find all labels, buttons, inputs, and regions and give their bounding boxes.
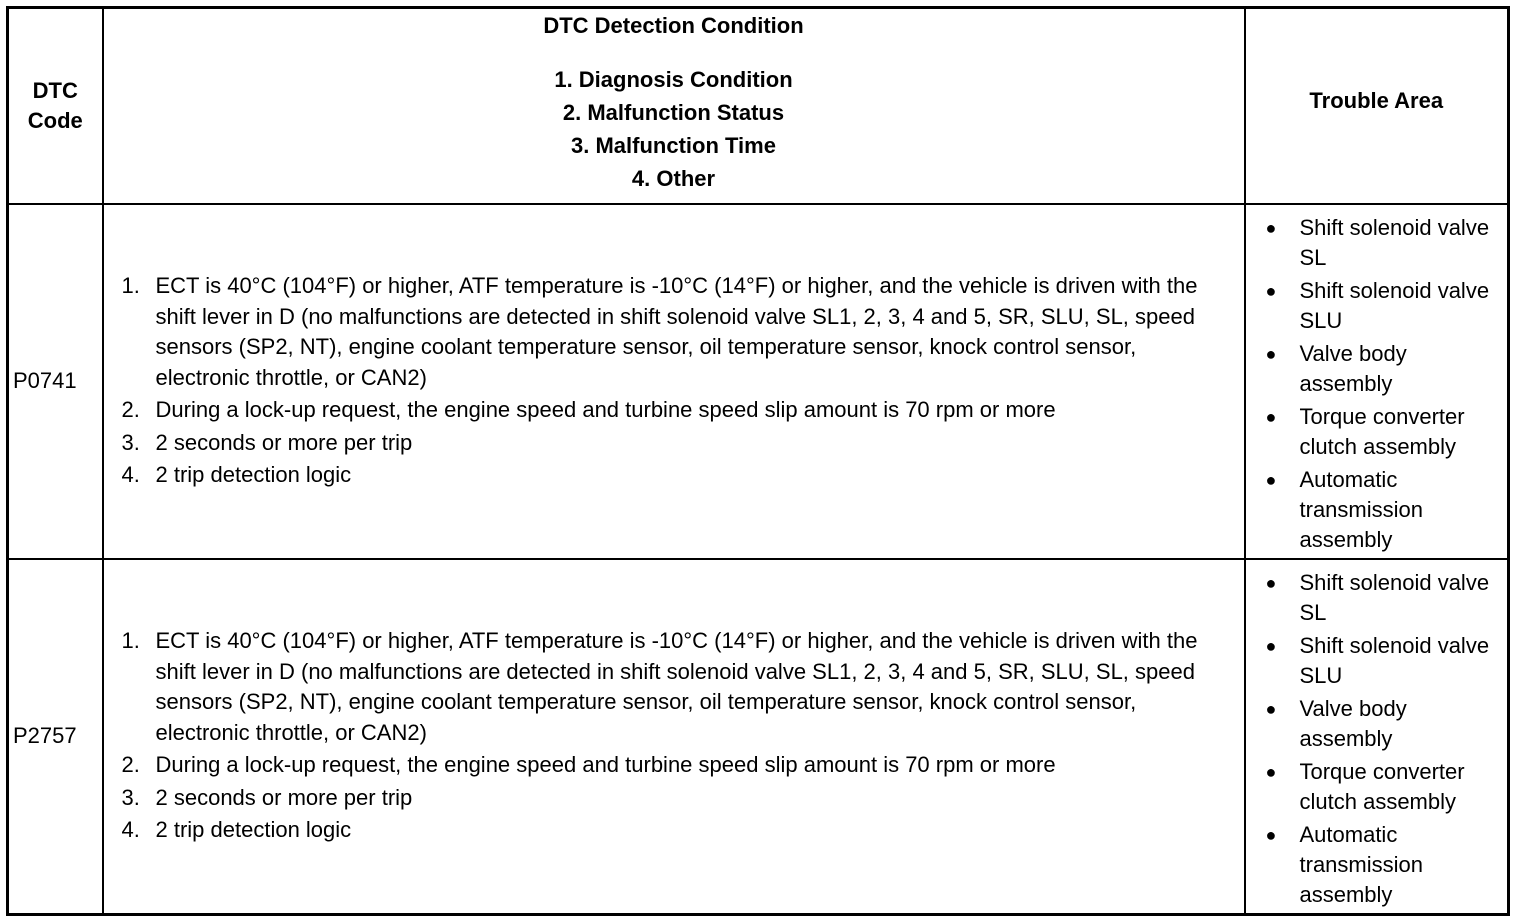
header-row <box>8 8 1509 204</box>
trouble-area-cell <box>1245 204 1509 559</box>
condition-text: ECT is 40°C (104°F) or higher, ATF temperature is -10°C (14°F) or higher, and the vehicle is driven with the shift lever in D (no malfunctions are detected in shift solenoid valve SL1, 2, 3, 4 and 5, SR, SLU, SL, speed sensors (SP2, NT), engine coolant temperature sensor, oil temperature sensor, knock control sensor, electronic throttle, or CAN2) <box>155 272 1198 390</box>
trouble-text: Shift solenoid valve SL <box>1299 569 1490 625</box>
trouble-text: Automatic transmission assembly <box>1299 466 1423 552</box>
trouble-text: Shift solenoid valve SLU <box>1299 632 1490 688</box>
trouble-text: Valve body assembly <box>1299 695 1407 751</box>
bullet-icon: ● <box>1265 280 1277 301</box>
header-condition-item: 2. Malfunction Status <box>562 99 785 125</box>
dtc-table <box>6 6 1510 916</box>
trouble-item <box>1266 568 1506 628</box>
condition-number: 1. <box>121 272 140 298</box>
bullet-icon: ● <box>1265 406 1277 427</box>
header-code-line1: DTC <box>32 77 78 103</box>
condition-item <box>122 428 1234 459</box>
condition-text: 2 seconds or more per trip <box>155 429 413 455</box>
trouble-item <box>1266 631 1506 691</box>
trouble-area-cell <box>1245 559 1509 915</box>
detection-condition-cell <box>103 559 1245 915</box>
header-condition-item: 4. Other <box>631 165 716 191</box>
header-trouble-area <box>1245 8 1509 204</box>
condition-number: 3. <box>121 429 140 455</box>
dtc-code-cell: P0741 <box>8 204 103 559</box>
condition-number: 4. <box>121 817 140 843</box>
bullet-icon: ● <box>1265 572 1277 593</box>
header-trouble-label: Trouble Area <box>1309 88 1444 114</box>
header-dtc-code <box>8 8 103 204</box>
condition-item <box>122 395 1234 426</box>
condition-list <box>122 626 1234 846</box>
bullet-icon: ● <box>1265 824 1277 845</box>
condition-item <box>122 815 1234 846</box>
trouble-text: Torque converter clutch assembly <box>1299 758 1465 814</box>
header-condition-item: 1. Diagnosis Condition <box>554 66 793 92</box>
trouble-item <box>1266 820 1506 910</box>
header-code-line2: Code <box>27 107 83 133</box>
table-row <box>8 559 1509 915</box>
trouble-item <box>1266 402 1506 462</box>
condition-text: ECT is 40°C (104°F) or higher, ATF temperature is -10°C (14°F) or higher, and the vehicle is driven with the shift lever in D (no malfunctions are detected in shift solenoid valve SL1, 2, 3, 4 and 5, SR, SLU, SL, speed sensors (SP2, NT), engine coolant temperature sensor, oil temperature sensor, knock control sensor, electronic throttle, or CAN2) <box>155 627 1198 745</box>
condition-list <box>122 271 1234 491</box>
trouble-item <box>1266 465 1506 555</box>
condition-number: 3. <box>121 784 140 810</box>
bullet-icon: ● <box>1265 698 1277 719</box>
header-condition-title: DTC Detection Condition <box>543 12 804 38</box>
trouble-item <box>1266 757 1506 817</box>
bullet-icon: ● <box>1265 761 1277 782</box>
condition-number: 2. <box>121 397 140 423</box>
table-row <box>8 204 1509 559</box>
trouble-list <box>1266 568 1506 910</box>
detection-condition-cell <box>103 204 1245 559</box>
trouble-item <box>1266 276 1506 336</box>
dtc-code-cell: P2757 <box>8 559 103 915</box>
trouble-text: Valve body assembly <box>1299 340 1407 396</box>
condition-number: 4. <box>121 462 140 488</box>
condition-text: During a lock-up request, the engine speed and turbine speed slip amount is 70 rpm or more <box>155 752 1056 778</box>
condition-item <box>122 626 1234 748</box>
condition-number: 2. <box>121 752 140 778</box>
condition-text: During a lock-up request, the engine speed and turbine speed slip amount is 70 rpm or more <box>155 397 1056 423</box>
trouble-item <box>1266 694 1506 754</box>
bullet-icon: ● <box>1265 217 1277 238</box>
trouble-text: Torque converter clutch assembly <box>1299 403 1465 459</box>
condition-text: 2 seconds or more per trip <box>155 784 413 810</box>
condition-item <box>122 783 1234 814</box>
condition-item <box>122 750 1234 781</box>
trouble-list <box>1266 213 1506 555</box>
trouble-item <box>1266 339 1506 399</box>
condition-item <box>122 460 1234 491</box>
condition-number: 1. <box>121 627 140 653</box>
condition-text: 2 trip detection logic <box>155 462 352 488</box>
condition-item <box>122 271 1234 393</box>
condition-text: 2 trip detection logic <box>155 817 352 843</box>
bullet-icon: ● <box>1265 469 1277 490</box>
trouble-item <box>1266 213 1506 273</box>
header-condition-item: 3. Malfunction Time <box>571 132 776 158</box>
header-detection-condition <box>103 8 1245 204</box>
bullet-icon: ● <box>1265 343 1277 364</box>
bullet-icon: ● <box>1265 635 1277 656</box>
trouble-text: Shift solenoid valve SLU <box>1299 277 1490 333</box>
trouble-text: Shift solenoid valve SL <box>1299 214 1490 270</box>
trouble-text: Automatic transmission assembly <box>1299 821 1423 907</box>
